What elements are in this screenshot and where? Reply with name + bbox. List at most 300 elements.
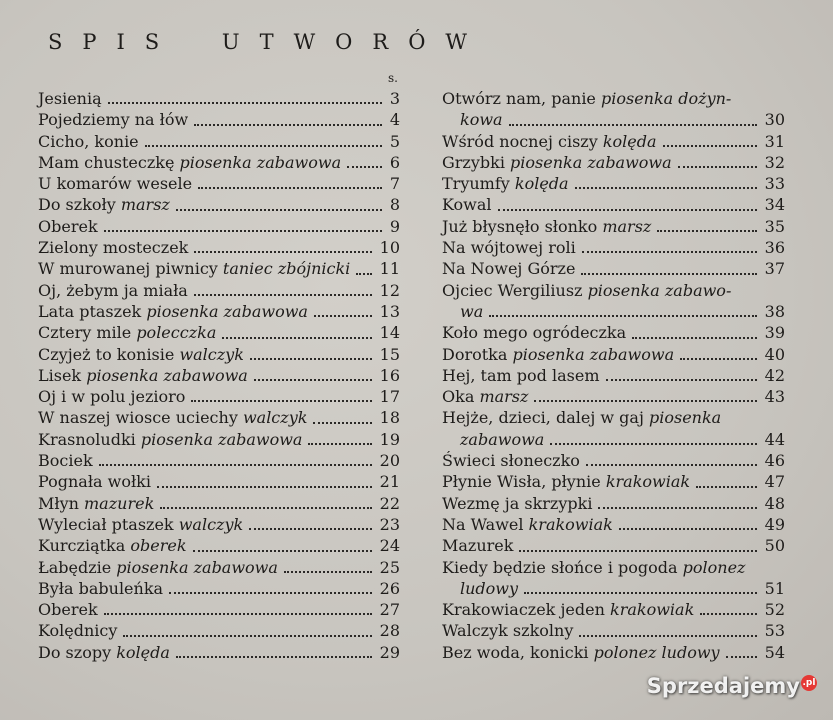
- dot-leader: [582, 249, 757, 253]
- entry-line: [38, 642, 400, 663]
- toc-entry: [38, 109, 400, 130]
- entry-title: [460, 110, 503, 129]
- entry-name: Wyleciał ptaszek: [38, 514, 179, 534]
- entry-line: [442, 471, 785, 492]
- toc-entry: [38, 386, 400, 407]
- entry-genre: marsz: [120, 195, 170, 215]
- entry-title: [442, 515, 613, 534]
- entry-page-number: 43: [764, 387, 785, 407]
- entry-title: [38, 132, 139, 151]
- entry-line: [38, 599, 400, 620]
- entry-title: [442, 387, 528, 406]
- entry-title: [442, 174, 569, 193]
- toc-entry: [442, 642, 785, 663]
- entry-title: [442, 472, 690, 491]
- entry-title: [38, 281, 188, 300]
- dot-leader: [581, 271, 756, 275]
- entry-name: Zielony mosteczek: [38, 238, 189, 258]
- toc-entry: [442, 194, 785, 215]
- entry-title: [442, 621, 573, 640]
- toc-entry: [442, 407, 785, 450]
- entry-name: Mazurek: [442, 536, 514, 556]
- page-column-marker: s.: [388, 71, 398, 85]
- entry-title: [38, 259, 350, 278]
- entry-page-number: 50: [764, 536, 785, 556]
- dot-leader: [519, 548, 756, 552]
- dot-leader: [575, 185, 757, 189]
- entry-title: [442, 281, 731, 300]
- dot-leader: [145, 143, 382, 147]
- entry-genre: ludowy: [460, 578, 519, 598]
- toc-entry: [38, 557, 400, 578]
- entry-name: Pojedziemy na łów: [38, 110, 189, 130]
- dot-leader: [619, 526, 757, 530]
- entry-title: [38, 345, 244, 364]
- entry-page-number: 30: [764, 110, 785, 130]
- entry-title: [442, 600, 694, 619]
- entry-title: [38, 472, 151, 491]
- entry-name: Kolędnicy: [38, 621, 118, 641]
- entry-genre: wa: [460, 301, 484, 321]
- entry-line: [442, 344, 785, 365]
- entry-name: Krakowiaczek jeden: [442, 600, 610, 620]
- toc-entry: [38, 237, 400, 258]
- entry-genre: piosenka zabawowa: [86, 365, 248, 385]
- dot-leader: [586, 462, 757, 466]
- entry-title: [442, 323, 626, 342]
- entry-page-number: 11: [379, 259, 400, 279]
- entry-name: U komarów wesele: [38, 174, 193, 194]
- entry-name: Cztery mile: [38, 323, 137, 343]
- entry-line: [442, 173, 785, 194]
- entry-line: [38, 216, 400, 237]
- entry-page-number: 32: [764, 152, 785, 172]
- entry-genre: piosenka zabawo-: [587, 280, 732, 300]
- entry-name: Świeci słoneczko: [442, 451, 580, 471]
- entry-name: Jesienią: [38, 89, 102, 108]
- entry-line-continued: [442, 301, 785, 322]
- entry-page-number: 27: [379, 600, 400, 620]
- entry-line: [38, 109, 400, 130]
- entry-page-number: 31: [764, 131, 785, 151]
- entry-page-number: 24: [379, 536, 400, 556]
- toc-entry: [38, 344, 400, 365]
- entry-title: [38, 536, 187, 555]
- entry-line: [38, 258, 400, 279]
- watermark-brand: Sprzedajemy: [646, 674, 800, 698]
- toc-entry: [442, 365, 785, 386]
- entry-page-number: 49: [764, 514, 785, 534]
- entry-name: Otwórz nam, panie: [442, 89, 601, 108]
- dot-leader: [579, 633, 756, 637]
- dot-leader: [696, 484, 757, 488]
- entry-line: [442, 642, 785, 663]
- entry-genre: piosenka dożyn-: [600, 89, 732, 108]
- entry-line: [442, 322, 785, 343]
- entry-title: [38, 621, 117, 640]
- entry-page-number: 17: [379, 387, 400, 407]
- entry-name: Walczyk szkolny: [442, 621, 574, 641]
- entry-genre: piosenka zabawowa: [179, 152, 342, 172]
- toc-entry: [38, 535, 400, 556]
- entry-page-number: 33: [764, 174, 785, 194]
- entry-page-number: 37: [764, 259, 785, 279]
- entry-name: W murowanej piwnicy: [38, 259, 223, 279]
- dot-leader: [534, 398, 756, 402]
- dot-leader: [254, 377, 372, 381]
- entry-name: Kiedy będzie słońce i pogoda: [442, 557, 683, 577]
- dot-leader: [157, 484, 372, 488]
- toc-entry: [442, 173, 785, 194]
- entry-line: [442, 131, 785, 152]
- entry-name: Oj i w polu jezioro: [38, 387, 186, 407]
- entry-title: [442, 259, 575, 278]
- entry-name: Hej, tam pod lasem: [442, 365, 600, 385]
- toc-entry: [38, 131, 400, 152]
- toc-entry: [442, 514, 785, 535]
- entry-line: [38, 194, 400, 215]
- entry-page-number: 6: [389, 152, 400, 172]
- entry-page-number: 40: [764, 344, 785, 364]
- entry-name: Do szkoły: [38, 195, 121, 215]
- entry-title: [460, 579, 518, 598]
- entry-page-number: 16: [379, 365, 400, 385]
- entry-genre: krakowiak: [528, 514, 613, 534]
- entry-line: [38, 493, 400, 514]
- entry-title: [442, 238, 576, 257]
- entry-name: Już błysnęło słonko: [442, 216, 603, 236]
- entry-line: [442, 493, 785, 514]
- entry-name: Mam chusteczkę: [38, 152, 180, 172]
- dot-leader: [176, 654, 372, 658]
- entry-genre: walczyk: [179, 344, 244, 364]
- entry-title: [442, 643, 720, 662]
- entry-line: [442, 365, 785, 386]
- entry-page-number: 35: [764, 216, 785, 236]
- entry-name: Lata ptaszek: [38, 301, 147, 321]
- entry-name: Wezmę ja skrzypki: [442, 493, 593, 513]
- entry-name: Oberek: [38, 600, 98, 620]
- dot-leader: [193, 548, 372, 552]
- entry-page-number: 10: [379, 238, 400, 258]
- toc-entry: [38, 493, 400, 514]
- entry-line: [442, 216, 785, 237]
- dot-leader: [347, 164, 382, 168]
- entry-title: [38, 451, 93, 470]
- entry-line: [442, 386, 785, 407]
- entry-genre: oberek: [130, 536, 187, 556]
- entry-page-number: 7: [389, 174, 400, 194]
- toc-entry: [38, 194, 400, 215]
- entry-name: Hejże, dzieci, dalej w gaj: [442, 408, 649, 428]
- entry-name: Cicho, konie: [38, 131, 139, 151]
- entry-genre: taniec zbójnicki: [222, 259, 351, 279]
- entry-line: [442, 557, 785, 578]
- entry-title: [38, 195, 170, 214]
- dot-leader: [222, 335, 371, 339]
- entry-title: [38, 110, 188, 129]
- dot-leader: [249, 526, 371, 530]
- entry-line: [38, 173, 400, 194]
- entry-name: Wśród nocnej ciszy: [442, 131, 603, 151]
- toc-entry: [38, 301, 400, 322]
- toc-entry: [442, 557, 785, 600]
- entry-name: Dorotka: [442, 344, 513, 364]
- dot-leader: [598, 505, 756, 509]
- entry-title: [38, 302, 308, 321]
- dot-leader: [191, 398, 371, 402]
- entry-title: [442, 132, 657, 151]
- dot-leader: [700, 611, 756, 615]
- entry-genre: mazurek: [84, 493, 155, 513]
- toc-entry: [38, 514, 400, 535]
- entry-line: [38, 557, 400, 578]
- entry-name: Była babuleńka: [38, 578, 164, 598]
- entry-title: [442, 558, 745, 577]
- entry-title: [442, 89, 731, 108]
- entry-genre: marsz: [602, 216, 652, 236]
- dot-leader: [308, 441, 371, 445]
- entry-genre: piosenka zabawowa: [146, 301, 308, 321]
- entry-title: [38, 558, 278, 577]
- entry-line: [38, 429, 400, 450]
- entry-page-number: 39: [764, 323, 785, 343]
- entry-line: [442, 407, 785, 428]
- entry-line: [442, 280, 785, 301]
- entry-line: [38, 152, 400, 173]
- entry-name: W naszej wiosce uciechy: [38, 408, 243, 428]
- entry-page-number: 53: [764, 621, 785, 641]
- entry-line: [442, 535, 785, 556]
- dot-leader: [489, 313, 756, 317]
- dot-leader: [194, 122, 382, 126]
- entry-line: [38, 471, 400, 492]
- entry-genre: marsz: [479, 387, 529, 407]
- dot-leader: [726, 654, 757, 658]
- entry-page-number: 36: [764, 238, 785, 258]
- toc-entry: [442, 450, 785, 471]
- entry-page-number: 19: [379, 429, 400, 449]
- toc-entry: [38, 322, 400, 343]
- entry-name: Lisek: [38, 365, 87, 385]
- entry-title: [442, 494, 592, 513]
- entry-page-number: 47: [764, 472, 785, 492]
- entry-genre: polonez ludowy: [593, 642, 720, 662]
- toc-entry: [442, 599, 785, 620]
- entry-genre: krakowiak: [610, 600, 695, 620]
- toc-entry: [38, 280, 400, 301]
- entry-name: Krasnoludki: [38, 429, 141, 449]
- entry-name: Oberek: [38, 216, 98, 236]
- entry-name: Kowal: [442, 195, 492, 215]
- entry-genre: kowa: [460, 110, 503, 130]
- toc-entry: [38, 429, 400, 450]
- entry-page-number: 5: [389, 131, 400, 151]
- entry-line: [442, 194, 785, 215]
- entry-page-number: 20: [379, 451, 400, 471]
- entry-name: Oka: [442, 387, 480, 407]
- dot-leader: [194, 249, 371, 253]
- dot-leader: [284, 569, 372, 573]
- entry-line: [38, 88, 400, 109]
- entry-page-number: 15: [379, 344, 400, 364]
- entry-title: [460, 302, 483, 321]
- toc-entry: [442, 344, 785, 365]
- entry-page-number: 46: [764, 451, 785, 471]
- entry-page-number: 34: [764, 195, 785, 215]
- toc-entry: [442, 280, 785, 323]
- dot-leader: [104, 611, 372, 615]
- entry-line: [38, 578, 400, 599]
- entry-name: Pognała wołki: [38, 472, 151, 492]
- entry-line: [38, 280, 400, 301]
- watermark-logo: [647, 674, 817, 698]
- entry-title: [38, 430, 302, 449]
- toc-entry: [38, 599, 400, 620]
- entry-title: [460, 430, 544, 449]
- toc-entry: [38, 152, 400, 173]
- entry-line: [442, 237, 785, 258]
- dot-leader: [108, 100, 382, 104]
- entry-title: [442, 536, 513, 555]
- entry-name: Grzybki: [442, 152, 511, 172]
- entry-title: [38, 323, 216, 342]
- entry-name: Płynie Wisła, płynie: [442, 472, 606, 492]
- entry-line: [442, 450, 785, 471]
- entry-page-number: 13: [379, 301, 400, 321]
- entry-title: [38, 579, 163, 598]
- toc-entry: [38, 642, 400, 663]
- entry-name: Łabędzie: [38, 557, 117, 577]
- toc-right-column: [442, 88, 785, 663]
- entry-line-continued: [442, 578, 785, 599]
- toc-left-column: [38, 88, 400, 663]
- toc-entry: [38, 88, 400, 109]
- entry-page-number: 38: [764, 301, 785, 321]
- dot-leader: [169, 590, 372, 594]
- entry-page-number: 52: [764, 600, 785, 620]
- entry-page-number: 51: [764, 578, 785, 598]
- toc-entry: [38, 578, 400, 599]
- entry-title: [442, 345, 674, 364]
- entry-name: Bez woda, konicki: [442, 642, 594, 662]
- entry-page-number: 8: [389, 195, 400, 215]
- entry-title: [442, 366, 600, 385]
- entry-line: [442, 88, 785, 109]
- dot-leader: [123, 633, 371, 637]
- watermark-suffix: .pl: [801, 675, 817, 691]
- entry-title: [442, 408, 721, 427]
- entry-line: [38, 344, 400, 365]
- entry-name: Ojciec Wergiliusz: [442, 280, 588, 300]
- dot-leader: [663, 143, 757, 147]
- toc-entry: [442, 386, 785, 407]
- entry-title: [442, 217, 651, 236]
- dot-leader: [99, 462, 372, 466]
- entry-line: [38, 407, 400, 428]
- entry-title: [38, 366, 248, 385]
- dot-leader: [678, 164, 757, 168]
- entry-name: Czyjeż to konisie: [38, 344, 180, 364]
- entry-title: [38, 643, 170, 662]
- entry-title: [442, 195, 492, 214]
- dot-leader: [606, 377, 757, 381]
- dot-leader: [160, 505, 371, 509]
- entry-page-number: 18: [379, 408, 400, 428]
- toc-entry: [442, 237, 785, 258]
- entry-line: [38, 131, 400, 152]
- dot-leader: [657, 228, 756, 232]
- entry-title: [38, 494, 154, 513]
- entry-line: [38, 322, 400, 343]
- entry-page-number: 25: [379, 557, 400, 577]
- dot-leader: [356, 271, 371, 275]
- entry-genre: walczyk: [178, 514, 244, 534]
- entry-line: [38, 301, 400, 322]
- entry-name: Kurcziątka: [38, 536, 131, 556]
- entry-genre: polecczka: [136, 323, 217, 343]
- entry-page-number: 23: [379, 514, 400, 534]
- dot-leader: [104, 228, 382, 232]
- entry-title: [38, 153, 341, 172]
- toc-entry: [442, 152, 785, 173]
- dot-leader: [524, 590, 757, 594]
- entry-name: Młyn: [38, 493, 84, 513]
- entry-line: [38, 365, 400, 386]
- entry-page-number: 12: [379, 280, 400, 300]
- entry-genre: piosenka zabawowa: [116, 557, 278, 577]
- entry-name: Bociek: [38, 451, 93, 471]
- entry-name: Tryumfy: [442, 174, 515, 194]
- toc-entry: [442, 258, 785, 279]
- entry-page-number: 22: [379, 493, 400, 513]
- dot-leader: [194, 292, 372, 296]
- dot-leader: [509, 122, 757, 126]
- toc-entry: [38, 258, 400, 279]
- entry-page-number: 44: [764, 429, 785, 449]
- entry-line: [38, 620, 400, 641]
- entry-title: [38, 89, 102, 108]
- entry-line: [38, 450, 400, 471]
- entry-genre: kolęda: [116, 642, 170, 662]
- entry-genre: piosenka: [648, 408, 722, 428]
- entry-title: [38, 408, 307, 427]
- entry-title: [38, 387, 185, 406]
- entry-genre: piosenka zabawowa: [512, 344, 675, 364]
- dot-leader: [632, 335, 756, 339]
- toc-entry: [442, 131, 785, 152]
- entry-page-number: 21: [379, 472, 400, 492]
- dot-leader: [314, 313, 372, 317]
- toc-entry: [442, 620, 785, 641]
- entry-name: Oj, żebym ja miała: [38, 280, 188, 300]
- entry-line: [442, 620, 785, 641]
- entry-line-continued: [442, 109, 785, 130]
- dot-leader: [176, 207, 382, 211]
- entry-genre: zabawowa: [460, 429, 545, 449]
- entry-title: [38, 238, 188, 257]
- entry-line: [442, 599, 785, 620]
- entry-page-number: 4: [389, 110, 400, 130]
- toc-entry: [38, 216, 400, 237]
- entry-genre: piosenka zabawowa: [510, 152, 672, 172]
- toc-entry: [442, 88, 785, 131]
- entry-title: [442, 451, 580, 470]
- toc-entry: [442, 535, 785, 556]
- entry-page-number: 28: [379, 621, 400, 641]
- dot-leader: [198, 185, 382, 189]
- entry-line: [442, 258, 785, 279]
